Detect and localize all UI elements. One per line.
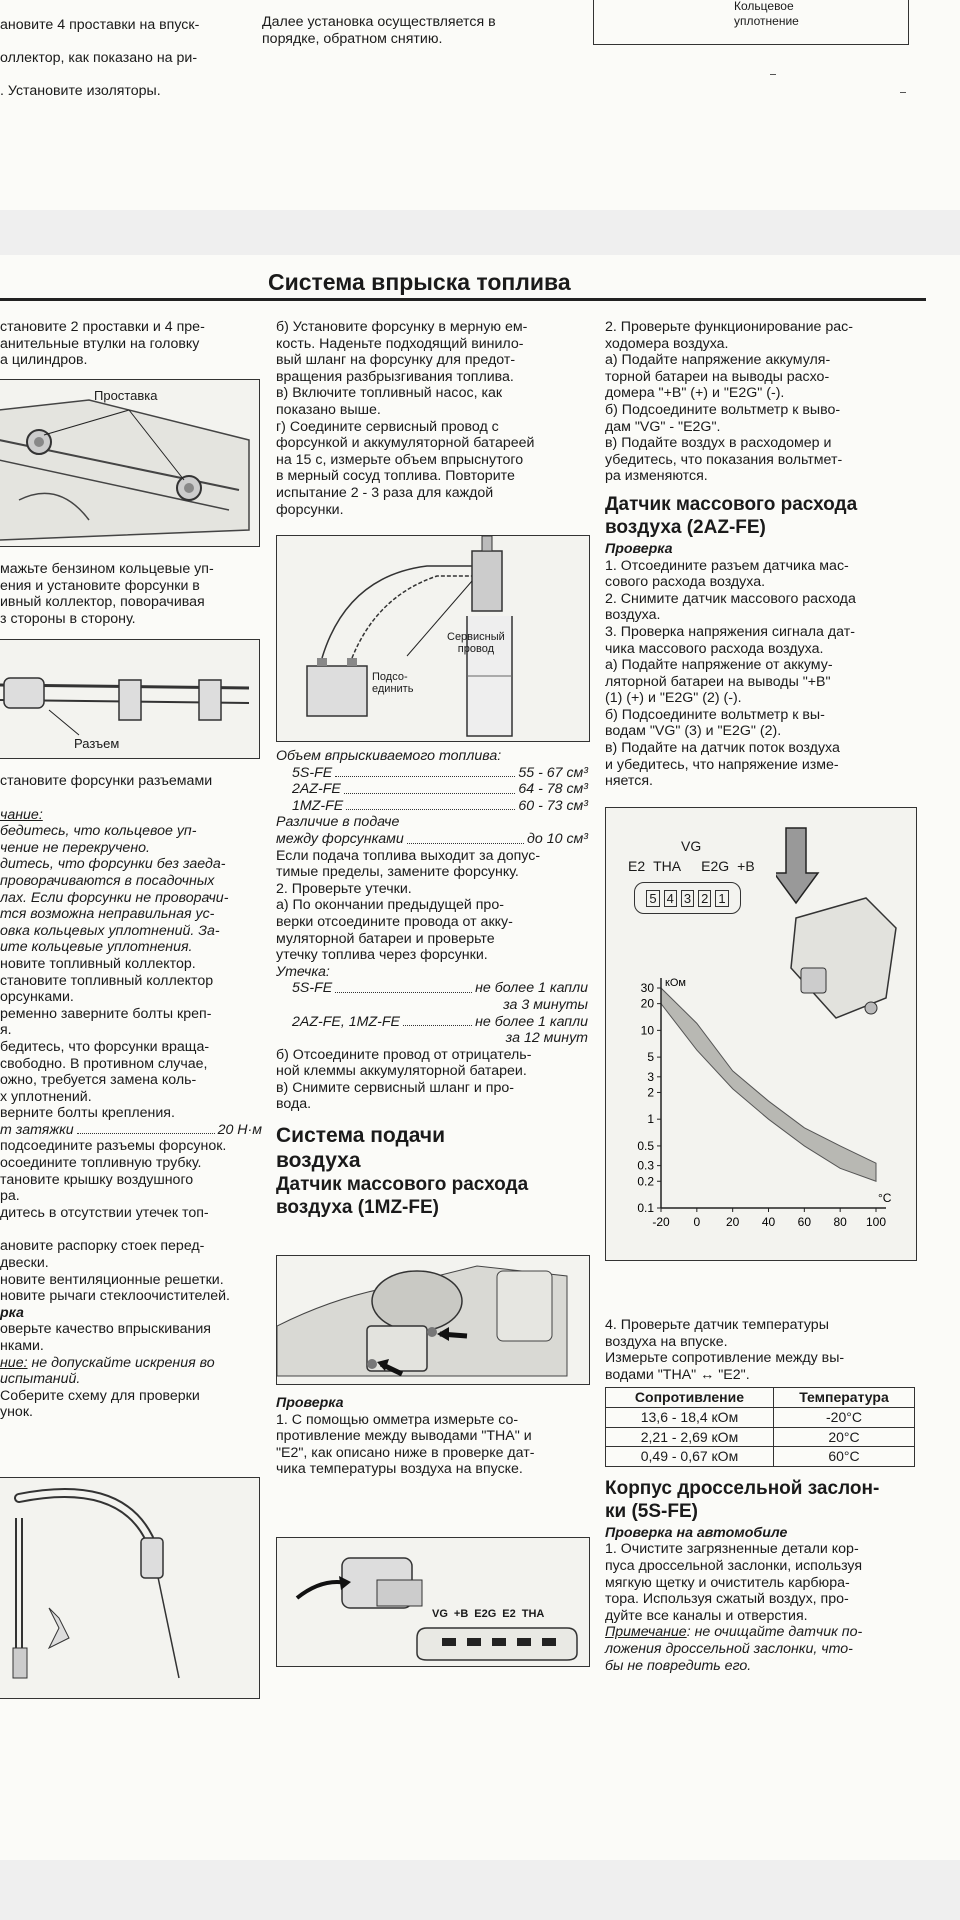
figure-injector-test: [276, 535, 590, 742]
y-tick-label: 30: [640, 981, 654, 995]
paragraph: подсоедините разъемы форсунок. осоедините топливную трубку. тановите крышку воздушного ра. дитесь в отсутствии утечек топ-: [0, 1138, 227, 1221]
note-text: : не очищайте датчик по- ложения дроссельной заслонки, что- бы не повредить его.: [605, 1624, 863, 1674]
spec-label: 1MZ-FE: [292, 797, 344, 814]
leader-dots: [77, 1122, 215, 1135]
connector-socket: [634, 882, 741, 914]
spec-title: Утечка:: [276, 963, 330, 980]
table-cell: 13,6 - 18,4 кОм: [606, 1407, 774, 1427]
y-tick-label: 20: [640, 996, 654, 1011]
x-tick-label: 40: [761, 1215, 776, 1229]
spec-label: 5S-FE: [292, 980, 333, 997]
column-2b: [276, 748, 588, 1219]
note-text: бедитесь, что кольцевое уп- чение не перекручено. дитесь, что форсунки без заеда- проворачиваются в посадочных лах. Если форсунки не проворачи- тся возможна неправильная ус- овка кольцевых уплотнений. За- ите кольцевые уплотнения.: [0, 823, 229, 956]
column-1c: [0, 773, 262, 1421]
table-cell: 60°C: [773, 1447, 914, 1467]
paragraph: 4. Проверьте датчик температуры воздуха на впуске. Измерьте сопротивление между вы- водами "THA" ↔ "E2".: [605, 1317, 845, 1383]
check-title: Проверка на автомобиле: [605, 1524, 788, 1541]
dash-mark: [770, 74, 776, 75]
y-unit-label: кОм: [665, 977, 686, 989]
leader-dots: [335, 765, 515, 778]
pin-label: +B: [453, 1608, 469, 1620]
spec-value: не более 1 капли: [475, 1013, 588, 1030]
paragraph: оверьте качество впрыскивания нками.: [0, 1321, 211, 1354]
leader-dots: [346, 798, 515, 811]
note-title: ние:: [0, 1354, 28, 1371]
spec-value: 55 - 67 см³: [518, 764, 588, 781]
x-tick-label: -20: [652, 1215, 670, 1229]
figure-connector: [0, 639, 260, 759]
column-1: [0, 319, 262, 369]
resistance-temperature-chart: [606, 968, 916, 1258]
figure-label: Разъем: [74, 736, 120, 751]
leader-dots: [335, 980, 472, 993]
spec-value: 64 - 78 см³: [518, 781, 588, 798]
main-page: [0, 255, 960, 1860]
text-line: . Установите изоляторы.: [0, 82, 161, 99]
top-mid-text: [262, 14, 582, 47]
y-tick-label: 2: [647, 1085, 654, 1100]
connector-pin-labels: [432, 1608, 544, 1620]
note-title: Примечание: [605, 1624, 687, 1641]
paragraph: 1. С помощью омметра измерьте со- противление между выводами "THA" и "E2", как описано ниже в проверке дат- чика температуры воздуха на впуске.: [276, 1411, 535, 1478]
x-unit-label: °C: [878, 1191, 892, 1205]
spec-title: Объем впрыскиваемого топлива:: [276, 748, 502, 764]
spec-value: за 12 минут: [505, 1030, 588, 1047]
leader-dots: [407, 831, 524, 844]
x-tick-label: 60: [797, 1215, 812, 1229]
table-row: [606, 1427, 915, 1447]
figure-connector-pins: [276, 1537, 590, 1667]
check-title: Проверка: [276, 1395, 344, 1411]
table-cell: -20°C: [773, 1407, 914, 1427]
y-tick-label: 0.2: [637, 1174, 654, 1189]
table-header: Температура: [773, 1388, 914, 1408]
table-row: [606, 1447, 915, 1467]
check-title: Проверка: [605, 540, 673, 557]
pin-label: +B: [737, 858, 755, 874]
column-1b: [0, 561, 262, 627]
pin-label: E2: [502, 1608, 516, 1620]
y-tick-label: 5: [647, 1050, 654, 1065]
x-tick-label: 0: [693, 1215, 701, 1229]
torque-spec: [0, 1122, 262, 1139]
column-3: [605, 319, 917, 790]
top-figure-box: [593, 0, 909, 45]
figure-label: Сервисный провод: [447, 631, 505, 655]
leak-spec-list: [276, 980, 588, 1046]
note-text: не допускайте искрения во испытаний.: [0, 1354, 215, 1388]
figure-label: Проставка: [94, 388, 158, 403]
spec-value: 20 Н·м: [217, 1121, 262, 1138]
figure-label: уплотнение: [734, 14, 799, 28]
y-tick-label: 0.1: [637, 1201, 654, 1215]
spec-label: т затяжки: [0, 1121, 74, 1138]
y-tick-label: 0.5: [637, 1138, 654, 1153]
y-tick-label: 3: [647, 1069, 654, 1084]
volume-spec-list: [276, 765, 588, 815]
pin-number: 4: [664, 890, 677, 907]
pin-label: E2: [628, 858, 646, 874]
paragraph: б) Установите форсунку в мерную ем- кость. Наденьте подходящий винило- вый шланг на форсунку для предот- вращения разбрызгивания топлива. в) Включите топливный насос, как показано выше. г) Соедините сервисный провод с форсункой и аккумуляторной батареей на 15 с, измерьте объем впрыснутого в мерный сосуд топлива. Повторите испытание 2 - 3 раза для каждой форсунки.: [276, 319, 535, 518]
pin-label: VG: [432, 1608, 448, 1620]
column-2c: [276, 1395, 588, 1478]
spec-value: до 10 см³: [527, 830, 588, 847]
spec-label: 2AZ-FE, 1MZ-FE: [292, 1013, 400, 1030]
sensor-illustration: [277, 1256, 589, 1384]
section-heading: Система подачи воздуха: [276, 1124, 446, 1173]
paragraph: 2. Проверьте функционирование рас- ходомера воздуха. а) Подайте напряжение аккумуля- торной батареи на выводы расхо- домера "+B" (+) и "E2G" (-). б) Подсоедините вольтметр к выво- дам "VG" - "E2G". в) Подайте воздух в расходомер и убедитесь, что показания вольтмет- ра изменяются.: [605, 319, 853, 485]
paragraph: становите 2 проставки и 4 пре- анительные втулки на головку а цилиндров.: [0, 319, 205, 369]
paragraph: мажьте бензином кольцевые уп- ения и установите форсунки в ивный коллектор, поворачивая з стороны в сторону.: [0, 561, 214, 627]
y-tick-label: 1: [647, 1112, 654, 1127]
text-line: ановите 4 проставки на впуск-: [0, 16, 200, 33]
figure-label: Подсо- единить: [372, 671, 414, 695]
page-title: Система впрыска топлива: [268, 269, 571, 295]
fuel-rail-illustration: [0, 640, 259, 758]
x-tick-label: 100: [865, 1215, 887, 1229]
y-tick-label: 10: [640, 1023, 654, 1038]
note-title: чание:: [0, 806, 43, 823]
pin-number: 5: [646, 890, 659, 907]
spec-row: [292, 1014, 588, 1031]
injector-test-illustration: [277, 536, 589, 741]
pin-label: E2G: [474, 1608, 497, 1620]
paragraph: Соберите схему для проверки унок.: [0, 1387, 200, 1421]
spec-value: за 3 минуты: [503, 996, 588, 1013]
pin-label: THA: [521, 1608, 545, 1620]
paragraph: становите форсунки разъемами: [0, 773, 213, 789]
paragraph: 1. Отсоедините разъем датчика мас- сового расхода воздуха. 2. Снимите датчик массового расхода воздуха. 3. Проверка напряжения сигнала дат- чика массового расхода воздуха. а) Подайте напряжение от аккуму- ляторной батареи на выводы "+B" (1) (+) и "E2G" (2) (-). б) Подсоедините вольтметр к вы- водам "VG" (3) и "E2G" (2). в) Подайте на датчик поток воздуха и убедитесь, что напряжение изме- няется.: [605, 557, 856, 790]
spec-label: между форсунками: [276, 830, 404, 847]
top-left-text: [0, 0, 260, 116]
header-rule: [0, 298, 926, 301]
column-3b: [605, 1317, 917, 1674]
pin-label: E2G: [701, 858, 730, 874]
spec-row: [292, 781, 588, 798]
text-line: оллектор, как показано на ри-: [0, 49, 198, 66]
table-cell: 0,49 - 0,67 кОм: [606, 1447, 774, 1467]
column-2: [276, 319, 588, 518]
paragraph: б) Отсоедините провод от отрицатель- ной клеммы аккумуляторной батареи. в) Снимите сервисный шланг и про- вода.: [276, 1046, 532, 1113]
table-cell: 20°C: [773, 1427, 914, 1447]
figure-label: Кольцевое: [734, 0, 794, 13]
pin-number: 2: [698, 890, 711, 907]
figure-spacer-install: [0, 379, 260, 547]
figure-maf-sensor-chart: [605, 807, 917, 1261]
section-heading: Корпус дроссельной заслон- ки (5S-FE): [605, 1477, 880, 1522]
x-tick-label: 80: [833, 1215, 847, 1229]
spec-title: Различие в подаче: [276, 814, 400, 831]
table-row: [606, 1407, 915, 1427]
pin-label: THA: [653, 858, 682, 874]
text-line: Далее установка осуществляется в: [262, 14, 496, 30]
text-line: порядке, обратном снятию.: [262, 30, 443, 47]
spec-value: 60 - 73 см³: [518, 797, 588, 814]
table-header-row: [606, 1388, 915, 1408]
spec-row: [292, 798, 588, 815]
paragraph: Если подача топлива выходит за допус- тимые пределы, замените форсунку. 2. Проверьте утечки. а) По окончании предыдущей про- верки отсоедините провода от акку- муляторной батареи и проверьте утечку топлива через форсунки.: [276, 847, 541, 964]
pin-label-row: [628, 858, 755, 874]
test-harness-illustration: [0, 1478, 259, 1698]
paragraph: ановите распорку стоек перед- двески. новите вентиляционные решетки. новите рычаги стеклоочистителей.: [0, 1238, 230, 1305]
spec-row: [292, 765, 588, 782]
table-header: Сопротивление: [606, 1388, 774, 1408]
pin-label: VG: [681, 838, 702, 854]
engine-head-illustration: [0, 380, 259, 546]
figure-mass-air-sensor: [276, 1255, 590, 1385]
dash-mark: [900, 92, 906, 93]
leader-dots: [344, 781, 515, 794]
section-heading: Датчик массового расхода воздуха (2AZ-FE): [605, 493, 858, 538]
check-title: рка: [0, 1304, 24, 1321]
spec-value: не более 1 капли: [475, 980, 588, 997]
y-tick-label: 0.3: [637, 1158, 654, 1173]
pin-number: 3: [681, 890, 694, 907]
pin-number: 1: [715, 890, 728, 907]
spec-label: 2AZ-FE: [292, 781, 341, 798]
x-tick-label: 20: [725, 1215, 740, 1229]
figure-test-setup: [0, 1477, 260, 1699]
top-page: [0, 0, 960, 210]
resistance-table: [605, 1387, 915, 1466]
spec-row: [276, 831, 588, 848]
table-cell: 2,21 - 2,69 кОм: [606, 1427, 774, 1447]
section-heading: Датчик массового расхода воздуха (1MZ-FE): [276, 1174, 529, 1219]
spec-row: [292, 980, 588, 997]
paragraph: 1. Очистите загрязненные детали кор- пуса дроссельной заслонки, используя мягкую щетку и очиститель карбюра- тора. Используя сжатый воздух, про- дуйте все каналы и отверстия.: [605, 1541, 863, 1624]
paragraph: новите топливный коллектор. становите топливный коллектор орсунками. ременно заверните болты креп- я. бедитесь, что форсунки враща- свободно. В противном случае, ожно, требуется замена коль- х уплотнений. верните болты крепления.: [0, 955, 214, 1122]
connector-illustration: [277, 1538, 589, 1666]
leader-dots: [403, 1014, 472, 1027]
resistance-band: [661, 988, 876, 1181]
spec-label: 5S-FE: [292, 764, 333, 781]
